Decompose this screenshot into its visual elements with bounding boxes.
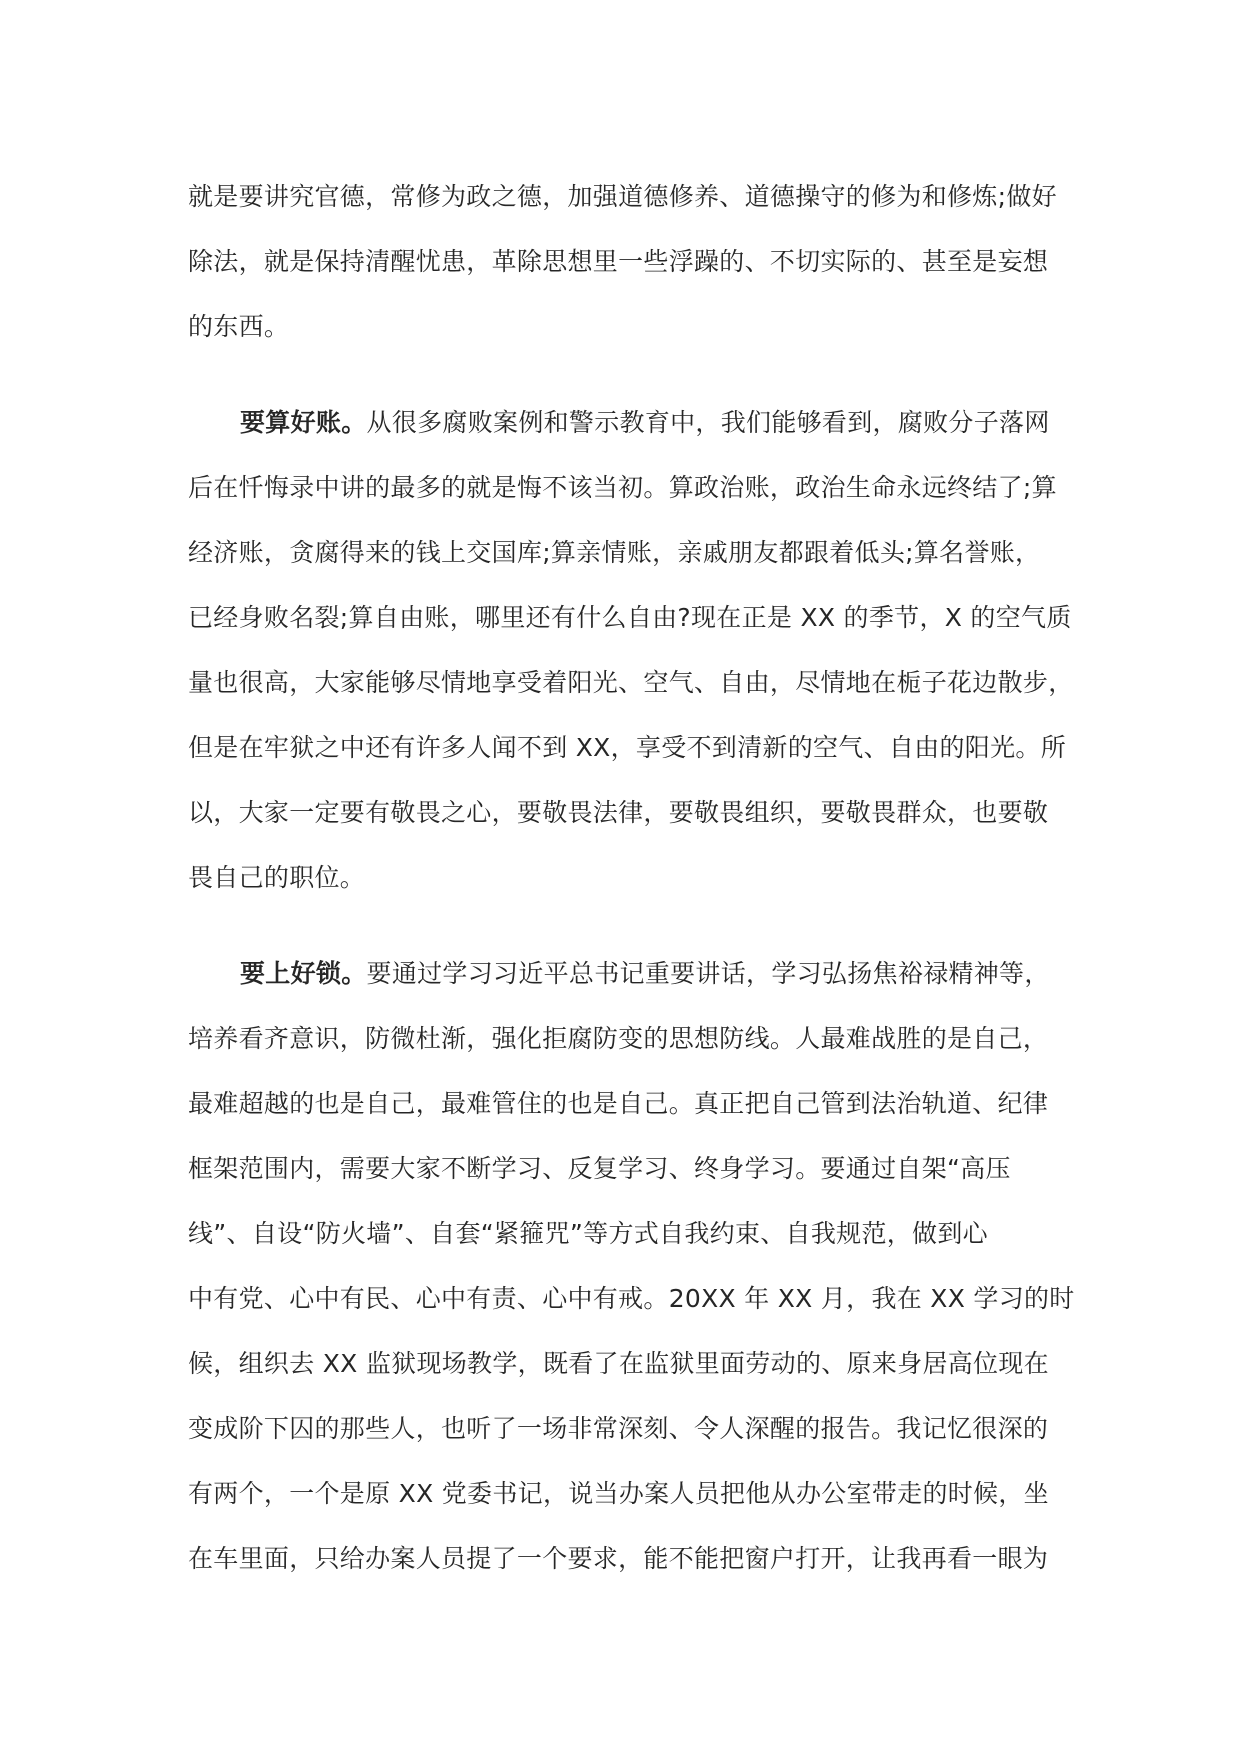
paragraph-heading: 要上好锁。 bbox=[240, 959, 367, 988]
text-line: 已经身败名裂;算自由账，哪里还有什么自由?现在正是 XX 的季节，X 的空气质 bbox=[188, 603, 1072, 632]
text-line: 候，组织去 XX 监狱现场教学，既看了在监狱里面劳动的、原来身居高位现在 bbox=[188, 1349, 1049, 1378]
paragraph-text: 从很多腐败案例和警示教育中，我们能够看到，腐败分子落网 bbox=[366, 408, 1050, 437]
text-line: 最难超越的也是自己，最难管住的也是自己。真正把自己管到法治轨道、纪律 bbox=[188, 1089, 1049, 1118]
text-line: 的东西。 bbox=[188, 312, 290, 341]
document-body bbox=[188, 164, 1075, 1591]
paragraph-3 bbox=[188, 941, 1075, 1591]
text-line: 经济账，贪腐得来的钱上交国库;算亲情账，亲戚朋友都跟着低头;算名誉账， bbox=[188, 538, 1041, 567]
text-line: 除法，就是保持清醒忧患，革除思想里一些浮躁的、不切实际的、甚至是妄想 bbox=[188, 247, 1049, 276]
paragraph-spacer bbox=[188, 359, 1068, 390]
text-line: 有两个，一个是原 XX 党委书记，说当办案人员把他从办公室带走的时候，坐 bbox=[188, 1479, 1049, 1508]
text-line-first bbox=[188, 941, 1068, 1006]
paragraph-spacer bbox=[188, 910, 1068, 941]
text-line: 线”、自设“防火墙”、自套“紧箍咒”等方式自我约束、自我规范，做到心 bbox=[188, 1219, 988, 1248]
text-line: 就是要讲究官德，常修为政之德，加强道德修养、道德操守的修为和修炼;做好 bbox=[188, 182, 1057, 211]
text-line: 变成阶下囚的那些人，也听了一场非常深刻、令人深醒的报告。我记忆很深的 bbox=[188, 1414, 1049, 1443]
text-line: 以，大家一定要有敬畏之心，要敬畏法律，要敬畏组织，要敬畏群众，也要敬 bbox=[188, 798, 1049, 827]
paragraph-text: 要通过学习习近平总书记重要讲话，学习弘扬焦裕禄精神等， bbox=[366, 959, 1050, 988]
text-line: 中有党、心中有民、心中有责、心中有戒。20XX 年 XX 月，我在 XX 学习的时 bbox=[188, 1284, 1075, 1313]
text-line: 畏自己的职位。 bbox=[188, 863, 366, 892]
paragraph-heading: 要算好账。 bbox=[240, 408, 367, 437]
paragraph-1 bbox=[188, 164, 1068, 359]
text-line: 培养看齐意识，防微杜渐，强化拒腐防变的思想防线。人最难战胜的是自己， bbox=[188, 1024, 1049, 1053]
text-line: 后在忏悔录中讲的最多的就是悔不该当初。算政治账，政治生命永远终结了;算 bbox=[188, 473, 1057, 502]
text-line-first bbox=[188, 390, 1068, 455]
text-line: 框架范围内，需要大家不断学习、反复学习、终身学习。要通过自架“高压 bbox=[188, 1154, 1011, 1183]
paragraph-2 bbox=[188, 390, 1074, 910]
text-line: 但是在牢狱之中还有许多人闻不到 XX，享受不到清新的空气、自由的阳光。所 bbox=[188, 733, 1067, 762]
text-line: 量也很高，大家能够尽情地享受着阳光、空气、自由，尽情地在栀子花边散步， bbox=[188, 668, 1074, 697]
text-line: 在车里面，只给办案人员提了一个要求，能不能把窗户打开，让我再看一眼为 bbox=[188, 1544, 1049, 1573]
